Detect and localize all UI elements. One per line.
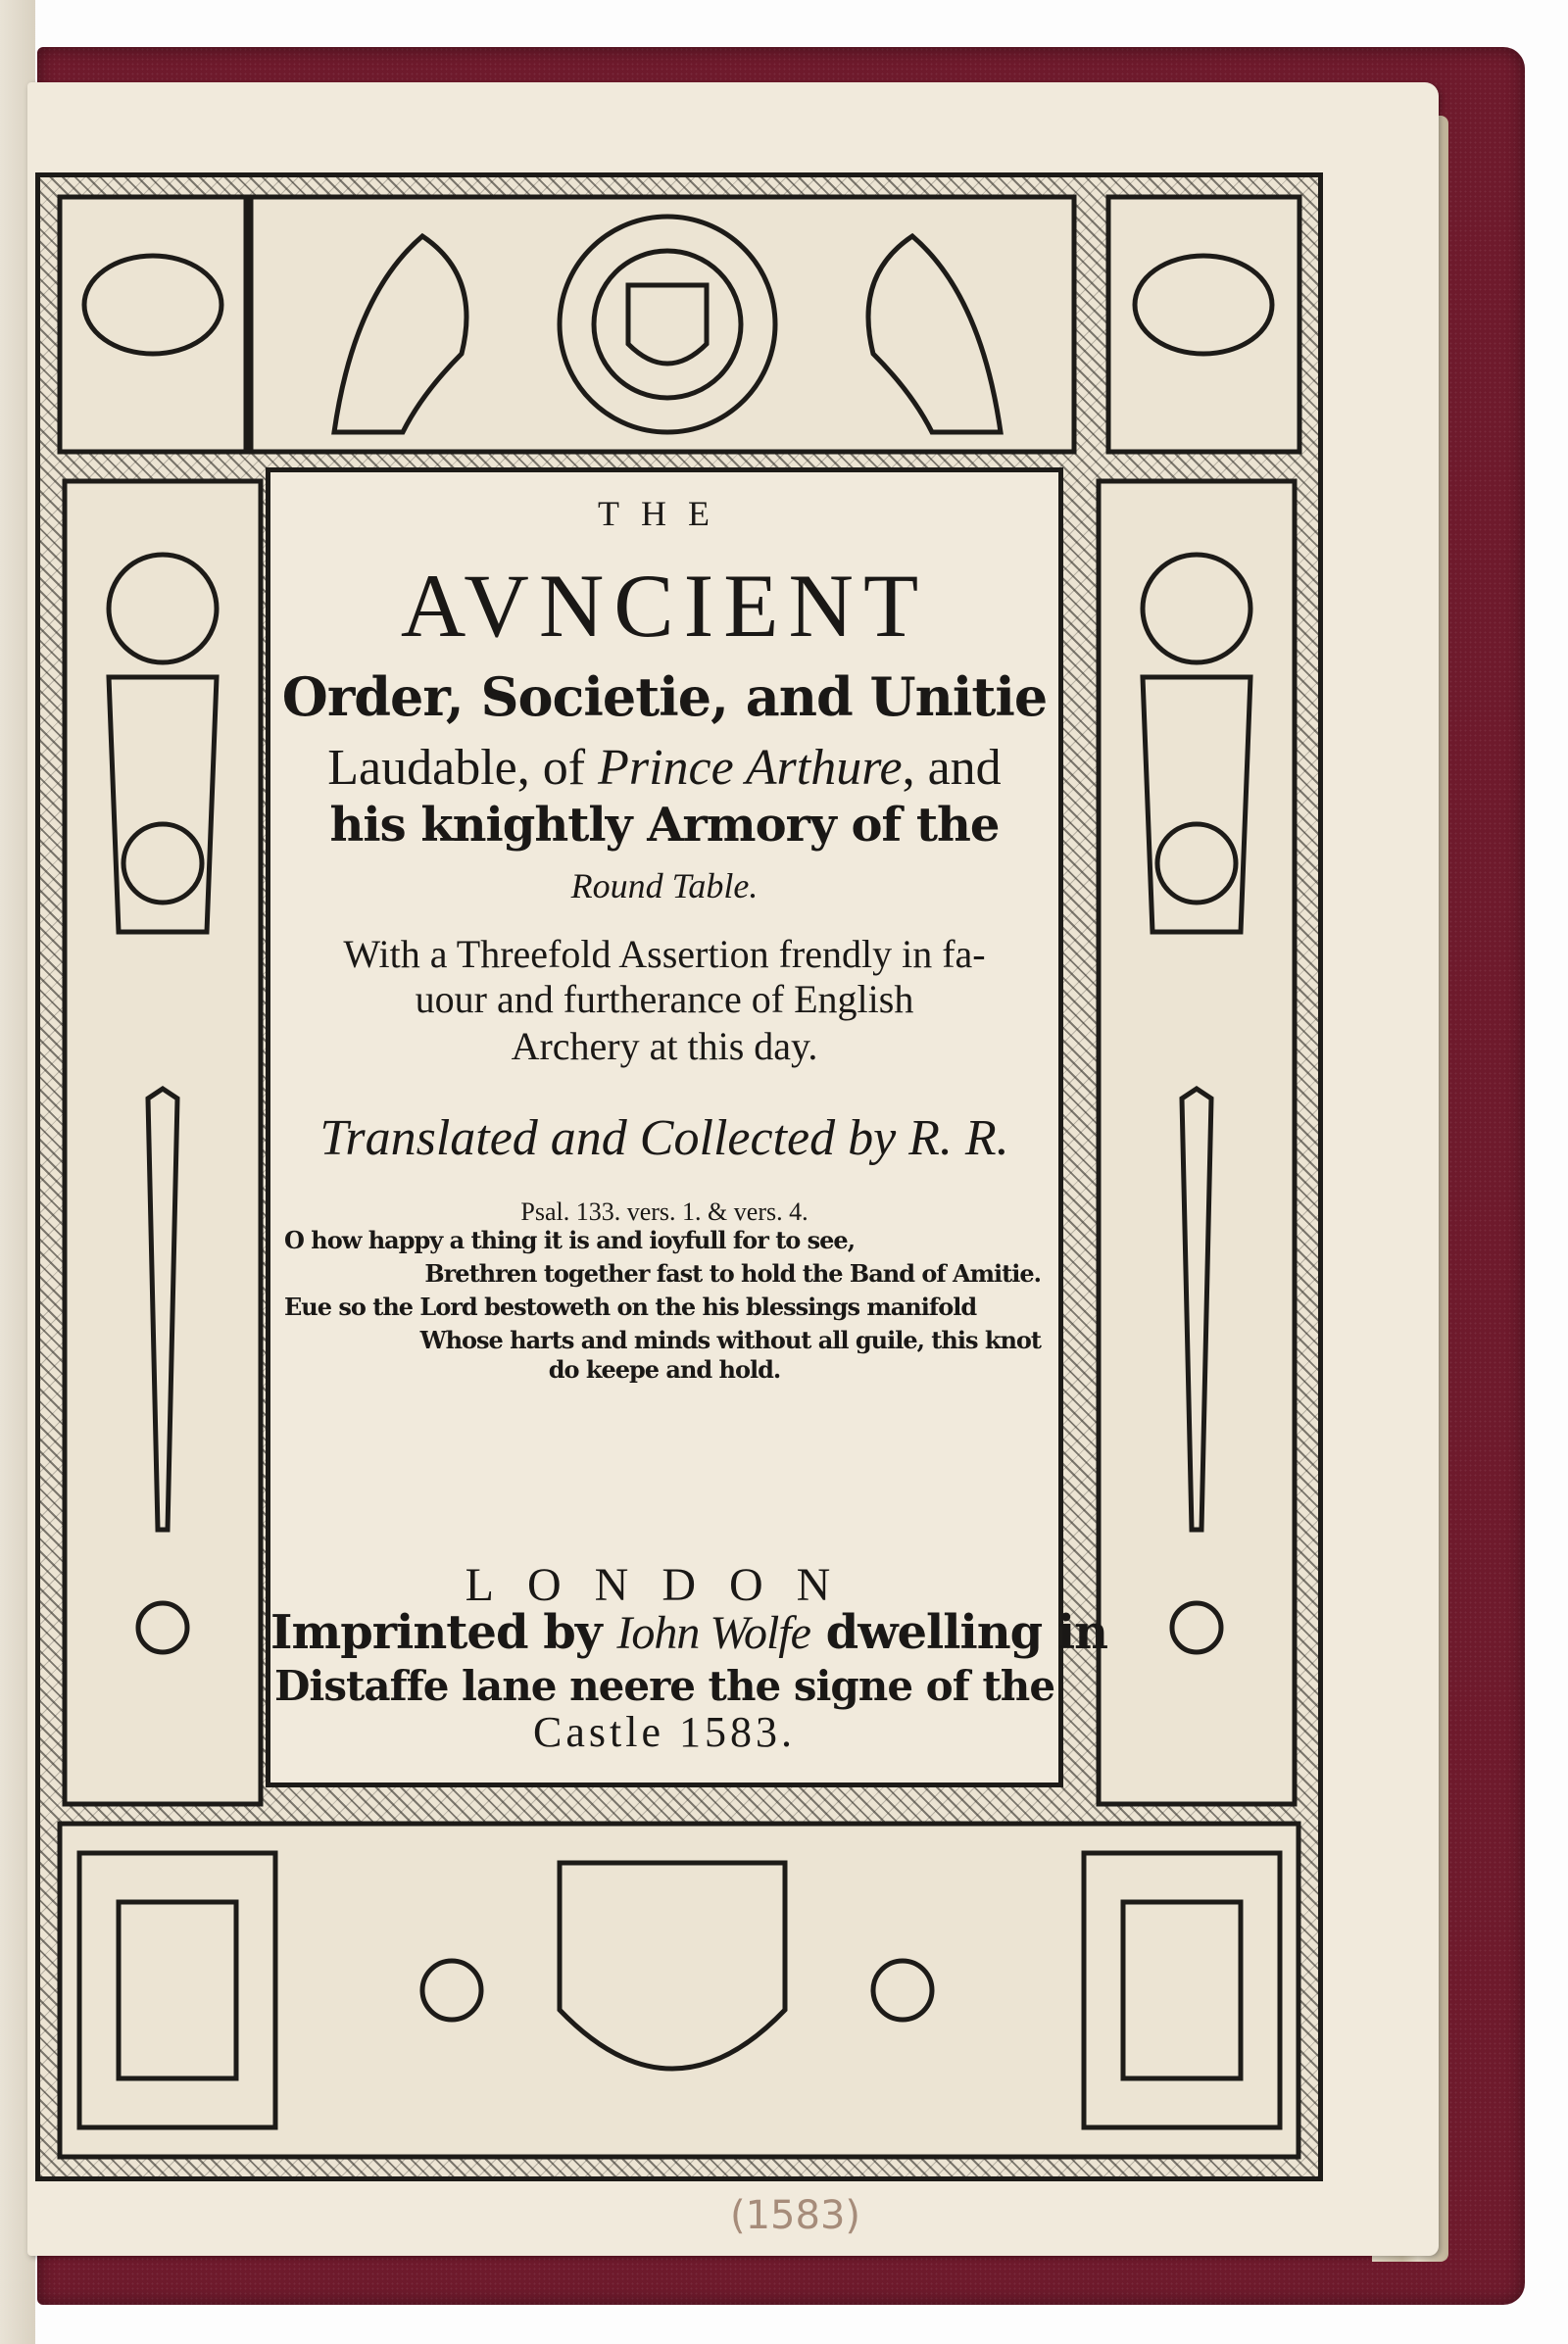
- imprint-date: Castle 1583.: [533, 1708, 796, 1756]
- imprint-line: Distaffe lane neere the signe of the: [273, 1662, 1055, 1710]
- imprint-line: [270, 1605, 1108, 1660]
- text: , and: [902, 740, 1002, 796]
- text: Imprinted by: [270, 1605, 617, 1660]
- text-italic: Prince Arthure: [598, 740, 903, 796]
- title-line-knightly: his knightly Armory of the: [329, 798, 1000, 853]
- imprint-place: LONDON: [465, 1559, 864, 1611]
- phoenix-shield-icon: [560, 1863, 785, 2069]
- title-line-round-table: Round Table.: [570, 866, 759, 905]
- title-line-laudable: [270, 740, 1058, 796]
- title-the: THE: [598, 494, 731, 533]
- right-mask-icon: [1157, 824, 1236, 903]
- assertion-line: Archery at this day.: [511, 1024, 818, 1068]
- right-caryatid-head: [1143, 555, 1250, 662]
- text: dwelling in: [809, 1605, 1108, 1660]
- psalm-reference: Psal. 133. vers. 1. & vers. 4.: [520, 1197, 808, 1226]
- title-main: AVNCIENT: [400, 556, 929, 656]
- left-caryatid-head: [109, 555, 217, 662]
- title-text-box: [266, 467, 1108, 1787]
- assertion-line: uour and furtherance of English: [415, 977, 914, 1021]
- left-mask-icon: [123, 824, 202, 903]
- assertion-line: With a Threefold Assertion frendly in fa-: [343, 932, 986, 976]
- translator-line: Translated and Collected by R. R.: [319, 1110, 1009, 1166]
- title-line-order: Order, Societie, and Unitie: [281, 665, 1048, 728]
- verse-line: Whose harts and minds without all guile, this knot: [419, 1326, 1041, 1354]
- verse-line: O how happy a thing it is and ioyfull for to see,: [284, 1226, 856, 1254]
- pencil-annotation: (1583): [730, 2193, 861, 2238]
- fruit-basket-right-icon: [1135, 256, 1272, 354]
- verse-line: do keepe and hold.: [548, 1355, 781, 1384]
- text: Laudable, of: [327, 740, 599, 796]
- verse-line: Brethren together fast to hold the Band of Amitie.: [424, 1259, 1041, 1288]
- verse-line: Eue so the Lord bestoweth on the his blessings manifold: [284, 1293, 977, 1321]
- fruit-basket-left-icon: [84, 256, 221, 354]
- printer-name: Iohn Wolfe: [616, 1607, 810, 1659]
